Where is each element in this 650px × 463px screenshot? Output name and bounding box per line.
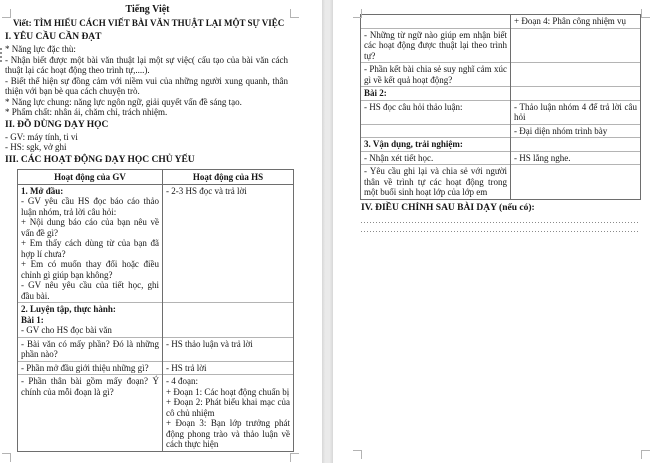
page-left[interactable] — [0, 0, 322, 463]
table-row — [18, 361, 294, 375]
cell-line: - Bài văn có mấy phần? Đó là những phần nào? — [21, 338, 159, 359]
crop-mark-right-page-bottom-left — [353, 450, 362, 459]
hs-cell — [163, 337, 294, 361]
table-row — [361, 165, 641, 200]
hs-cell — [511, 138, 641, 152]
hs-cell — [511, 15, 641, 29]
hs-cell — [511, 63, 641, 87]
cell-line: - Phần thân bài gồm mấy đoạn? Ý chính của mỗi đoạn là gì? — [21, 376, 159, 397]
cell-line: - Yêu cầu ghi lại và chia sẻ với người thân về trình tự các hoạt động trong một buổi sinh hoạt lớp của lớp em — [364, 166, 507, 197]
section-heading-3: III. CÁC HOẠT ĐỘNG DẠY HỌC CHỦ YẾU — [5, 154, 195, 165]
gv-cell — [361, 28, 511, 63]
hs-cell — [511, 28, 641, 63]
left-edge-artifact — [0, 48, 2, 62]
gv-cell — [18, 337, 163, 361]
table-row — [18, 184, 294, 303]
cell-line: - HS lắng nghe. — [514, 152, 571, 163]
gv-header-cell: Hoạt động của GV — [18, 169, 163, 184]
cell-line: - Phần kết bài chia sẻ suy nghĩ cảm xúc gì về kết quả hoạt động? — [364, 64, 507, 85]
cell-line: Bài 2: — [364, 88, 387, 98]
hs-cell — [511, 100, 641, 124]
hs-cell — [511, 124, 641, 138]
gv-cell — [361, 87, 511, 101]
cell-line: - HS trả lời — [166, 362, 207, 373]
gv-cell — [361, 15, 511, 29]
hs-cell — [163, 361, 294, 375]
cell-line: - GV nêu yêu cầu của tiết học, ghi đầu bài. — [21, 280, 159, 301]
table-row — [361, 28, 641, 63]
page-right[interactable] — [333, 0, 650, 463]
cell-line: + Em có muốn thay đổi hoặc điều chỉnh gì giúp bạn không? — [21, 259, 159, 280]
crop-mark-right-page-top-right — [641, 9, 650, 18]
fill-in-dotted-line — [361, 231, 639, 232]
cell-line: + Em thấy cách dùng từ của bạn đã hợp lí chưa? — [21, 238, 159, 259]
doc-title: Tiếng Việt — [125, 4, 170, 15]
cell-line: - GV yêu cầu HS đọc báo cáo thảo luận nhóm, trả lời câu hỏi: — [21, 196, 159, 217]
hs-cell — [163, 375, 294, 452]
doc-subtitle: Viết: TÌM HIỂU CÁCH VIẾT BÀI VĂN THUẬT LẠI MỘT SỰ VIỆC — [13, 18, 285, 28]
activities-table-left — [17, 169, 294, 452]
cell-line: - GV cho HS đọc bài văn — [21, 325, 112, 335]
crop-mark-right-page-bottom-right — [641, 450, 650, 459]
cell-line: - Thảo luận nhóm 4 để trả lời câu hỏi — [514, 101, 637, 122]
fill-in-dotted-line — [361, 222, 639, 223]
hs-header-cell: Hoạt động của HS — [163, 169, 294, 184]
table-row — [18, 303, 294, 338]
gv-cell — [361, 165, 511, 200]
cell-line: - HS đọc câu hỏi thảo luận: — [364, 101, 463, 112]
hs-cell — [163, 303, 294, 338]
crop-mark-right-page-top-left — [353, 9, 362, 18]
gv-cell — [361, 63, 511, 87]
gv-cell — [361, 151, 511, 165]
gv-cell — [18, 303, 163, 338]
hs-cell — [163, 184, 294, 303]
paragraph: - Nhận biết được một bài văn thuật lại một sự việc( cấu tạo của bài văn cách thuật lại các hoạt động theo trình tự,....). — [5, 54, 288, 75]
section-heading-2: II. ĐỒ DÙNG DẠY HỌC — [5, 119, 109, 130]
cell-line: - Đại diện nhóm trình bày — [514, 125, 608, 136]
cell-line: + Đoạn 3: Bạn lớp trưởng phát động phong trào và thảo luận về cách thực hiện — [166, 418, 290, 449]
paragraph: * Năng lực đặc thù: — [5, 44, 76, 54]
gv-cell — [361, 100, 511, 124]
crop-mark-left-page-top-right — [290, 9, 299, 18]
hs-cell — [511, 87, 641, 101]
table-row — [361, 15, 641, 29]
table-header-row — [18, 169, 294, 184]
cell-line: 3. Vận dụng, trải nghiệm: — [364, 139, 463, 149]
gv-cell — [18, 361, 163, 375]
crop-mark-left-page-bottom-right — [290, 453, 299, 462]
table-row — [361, 100, 641, 124]
cell-line: - 4 đoạn: — [166, 376, 198, 386]
hs-cell — [511, 165, 641, 200]
paragraph: * Phẩm chất: nhân ái, chăm chỉ, trách nhiệm. — [5, 107, 168, 117]
cell-line: - Phần mở đầu giới thiệu những gì? — [21, 362, 149, 373]
table-row — [361, 63, 641, 87]
gv-cell — [18, 184, 163, 303]
cell-line: Bài 1: — [21, 314, 44, 325]
paragraph: * Năng lực chung: năng lực ngôn ngữ, giải quyết vấn đề sáng tạo. — [5, 96, 242, 107]
cell-line: + Đoạn 4: Phân công nhiệm vụ — [514, 16, 627, 26]
table-row — [361, 151, 641, 165]
cell-line: - HS thảo luận và trả lời — [166, 338, 253, 349]
gv-cell — [361, 124, 511, 138]
paragraph: - GV: máy tính, ti vi — [5, 131, 78, 142]
table-row — [361, 124, 641, 138]
gv-cell — [361, 138, 511, 152]
cell-line: 2. Luyện tập, thực hành: — [21, 304, 116, 314]
cell-line: - Những từ ngữ nào giúp em nhận biết các hoạt động được thuật lại theo trình tự? — [364, 29, 507, 61]
crop-mark-left-page-bottom-left — [2, 453, 11, 462]
section-heading-1: I. YÊU CẦU CẦN ĐẠT — [5, 32, 102, 42]
cell-line: - Nhận xét tiết học. — [364, 152, 434, 163]
crop-mark-left-page-top-left — [2, 9, 11, 18]
gv-cell — [18, 375, 163, 452]
table-row — [18, 337, 294, 361]
cell-line: + Đoạn 1: Các hoạt động chuẩn bị — [166, 386, 290, 397]
page-gutter — [322, 0, 333, 463]
cell-line: + Đoạn 2: Phát biểu khai mạc của cô chủ nhiệm — [166, 397, 290, 418]
cell-line: + Nội dung báo cáo của bạn nêu về vấn đề gì? — [21, 217, 159, 238]
table-row — [361, 138, 641, 152]
table-row — [18, 375, 294, 452]
cell-line: 1. Mở đầu: — [21, 185, 64, 196]
paragraph: - HS: sgk, vở ghi — [5, 142, 67, 152]
table-row — [361, 87, 641, 101]
section-heading-4: IV. ĐIỀU CHỈNH SAU BÀI DẠY (nếu có): — [361, 202, 535, 213]
hs-cell — [511, 151, 641, 165]
activities-table-right — [360, 14, 641, 200]
cell-line: - 2-3 HS đọc và trả lời — [166, 185, 247, 196]
paragraph: - Biết thể hiện sự đồng cảm với niềm vui của những người xung quanh, thân thiện với bạn bè qua cách chuyện trò. — [5, 75, 288, 96]
